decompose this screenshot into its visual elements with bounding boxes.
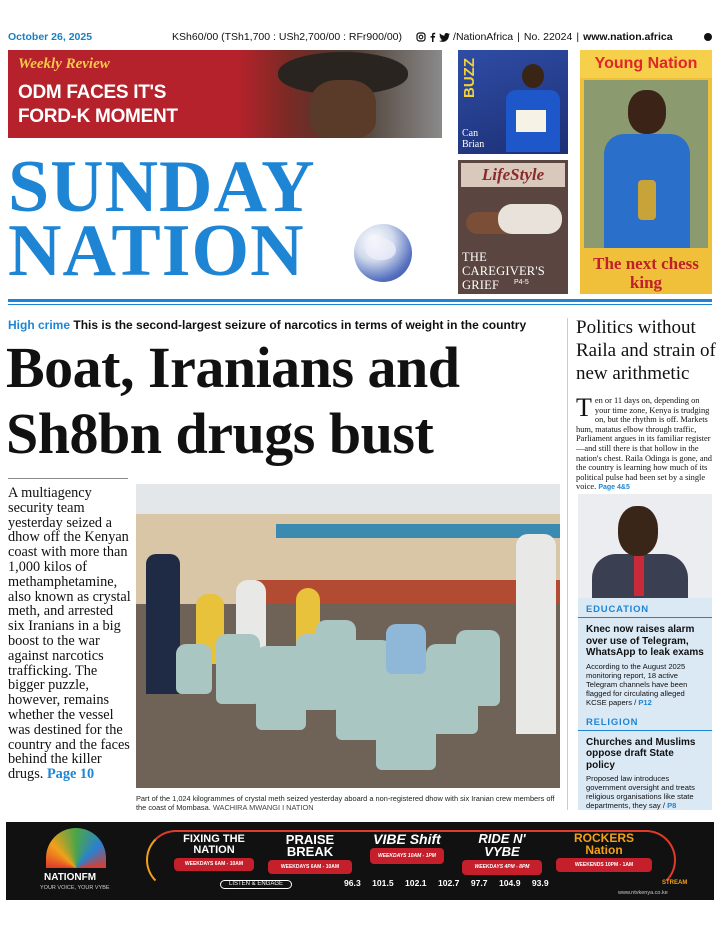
face-shape <box>310 80 376 138</box>
show-rockers-nation <box>556 832 652 872</box>
divider <box>578 730 712 731</box>
religion-headline[interactable]: Churches and Muslims oppose draft State policy <box>586 736 696 771</box>
main-headline[interactable]: Boat, Iranians and <box>6 335 460 400</box>
logo-dot <box>704 33 712 41</box>
divider <box>578 617 712 618</box>
show-name: PRAISE BREAK <box>285 832 335 859</box>
stream-url[interactable]: www.ntvkenya.co.ke <box>618 890 668 896</box>
divider <box>8 478 128 479</box>
twitter-icon[interactable] <box>439 33 450 42</box>
show-praise-break <box>268 834 352 874</box>
lifestyle-photo <box>498 204 562 234</box>
religion-section-label: RELIGION <box>586 716 639 728</box>
show-ride-n-vybe <box>462 832 542 875</box>
frequency: 93.9 <box>531 878 549 888</box>
young-label: Young <box>594 55 644 72</box>
nationfm-logo-icon <box>46 828 106 868</box>
frequency-list <box>344 878 555 888</box>
story-kicker <box>8 318 526 332</box>
frequency: 102.7 <box>437 878 460 888</box>
weekly-review-headline: ODM FACES IT'S <box>18 82 167 103</box>
weekly-review-label: Weekly Review <box>18 56 110 72</box>
columnist-portrait <box>578 494 712 598</box>
frequency: 101.5 <box>372 878 394 888</box>
divider <box>8 304 712 305</box>
chess-kid-photo <box>584 80 708 248</box>
kicker-tag: High crime <box>8 318 71 332</box>
trophy-icon <box>638 180 656 220</box>
briefs-panel <box>578 598 712 810</box>
issue-date: October 26, 2025 <box>8 31 93 43</box>
nationfm-brand: NATIONFM <box>44 872 97 883</box>
show-slot: WEEKDAYS 10AM - 1PM <box>370 848 444 864</box>
show-name: ROCKERS Nation <box>573 831 634 857</box>
show-vibe-shift <box>370 832 444 864</box>
globe-icon <box>354 224 412 282</box>
column-headline[interactable]: Politics without Raila and strain of new arithmetic <box>576 317 716 384</box>
religion-page-link[interactable]: P8 <box>667 801 677 810</box>
cover-price: KSh60/00 (TSh1,700 : USh2,700/00 : RFr900/00) <box>172 31 403 43</box>
lifestyle-teaser[interactable] <box>458 160 568 294</box>
show-slot: WEEKDAYS 4PM - 8PM <box>462 860 542 875</box>
website-link[interactable]: www.nation.africa <box>583 31 673 43</box>
show-slot: WEEKENDS 10PM - 1AM <box>556 858 652 872</box>
religion-body <box>586 774 704 810</box>
education-page-link[interactable]: P12 <box>638 697 652 707</box>
nation-label: Nation <box>647 55 698 72</box>
social-handle[interactable]: /NationAfrica <box>453 31 514 43</box>
weekly-review-headline: FORD-K MOMENT <box>18 106 178 127</box>
top-bar <box>8 28 712 46</box>
young-nation-teaser[interactable] <box>580 50 712 294</box>
frequency: 96.3 <box>344 878 361 888</box>
buzz-subtitle: Can Brian <box>462 128 485 150</box>
column-page-link[interactable]: Page 4&5 <box>598 484 630 492</box>
masthead-nation: NATION <box>8 210 305 292</box>
nationfm-advert[interactable] <box>6 822 714 900</box>
lifestyle-label: LifeStyle <box>461 163 565 187</box>
column-divider <box>567 318 568 810</box>
facebook-icon[interactable] <box>429 32 436 42</box>
caption-text: Part of the 1,024 kilogrammes of crystal meth seized yesterday aboard a non-registered dhow with six Iranian crew members off the coast of Mombasa. <box>136 794 555 812</box>
frequency: 97.7 <box>470 878 488 888</box>
divider <box>8 299 712 302</box>
listen-engage-button[interactable]: LISTEN & ENGAGE <box>220 880 292 889</box>
drop-cap: T <box>576 393 592 422</box>
lifestyle-title: THE CAREGIVER'S GRIEF <box>462 250 545 292</box>
education-headline[interactable]: Knec now raises alarm over use of Telegram, WhatsApp to leak exams <box>586 624 704 658</box>
separator: | <box>517 31 520 43</box>
kicker-text: This is the second-largest seizure of narcotics in terms of weight in the country <box>73 318 527 332</box>
photo-caption <box>136 794 560 812</box>
education-body <box>586 662 704 707</box>
masthead-sunday: SUNDAY <box>8 146 316 228</box>
show-fixing-the-nation <box>174 834 254 871</box>
photo-credit: WACHIRA MWANGI I NATION <box>212 803 314 812</box>
lead-text: A multiagency security team yesterday seized a dhow off the Kenyan coast with more than 1,000 kilos of methamphetamine, also known as crystal meth, and arrested six Iranians in a big boost to the war against narcotics trafficking. The bigger puzzle, however, remains whether the vessel was destined for the country and the faces behind the killer drugs. <box>8 485 131 783</box>
lead-paragraph <box>8 486 132 782</box>
weekly-review-teaser[interactable] <box>8 50 442 138</box>
buzz-teaser[interactable] <box>458 50 568 154</box>
frequency: 104.9 <box>498 878 521 888</box>
education-text: According to the August 2025 monitoring report, 18 active Telegram channels have been flagged for circulating alleged KCSE papers / <box>586 661 688 707</box>
social-links[interactable] <box>416 31 513 43</box>
raila-photo <box>238 50 442 138</box>
stream-label: STREAM <box>662 880 688 886</box>
separator: | <box>576 31 580 43</box>
show-name: FIXING THE NATION <box>183 833 245 856</box>
young-nation-label <box>580 50 712 78</box>
nationfm-tagline: YOUR VOICE, YOUR VYBE <box>40 885 110 891</box>
frequency: 102.1 <box>405 878 427 888</box>
buzz-label: BUZZ <box>461 58 478 98</box>
main-headline[interactable]: Sh8bn drugs bust <box>6 401 434 466</box>
show-slot: WEEKDAYS 6AM - 10AM <box>268 860 352 874</box>
buzz-photo <box>506 64 560 154</box>
show-name: VIBE Shift <box>373 831 441 847</box>
education-section-label: EDUCATION <box>586 604 649 615</box>
young-nation-caption: The next chess king <box>593 254 699 292</box>
lifestyle-page: P4-5 <box>514 279 529 286</box>
religion-text: Proposed law introduces government oversight and treats religious organisations like state departments, they say / <box>586 774 695 810</box>
issue-number: No. 22024 <box>523 31 573 43</box>
drugs-bust-photo <box>136 484 560 788</box>
lead-page-link[interactable]: Page 10 <box>46 766 95 783</box>
column-body <box>576 393 714 493</box>
show-name: RIDE N' VYBE <box>478 831 526 859</box>
column-text: en or 11 days on, depending on your time zone, Kenya is trudging on, but the rhythm is off. Markets hum, matatus elbow through traffic, Parliament argues in its familiar register—and still there is that hollow in the nation's chest. Raila Odinga is gone, and the country is learning how much of its political pulse had been set by a single voice. <box>576 396 712 492</box>
show-slot: WEEKDAYS 6AM - 10AM <box>174 858 254 871</box>
instagram-icon[interactable] <box>416 32 426 42</box>
